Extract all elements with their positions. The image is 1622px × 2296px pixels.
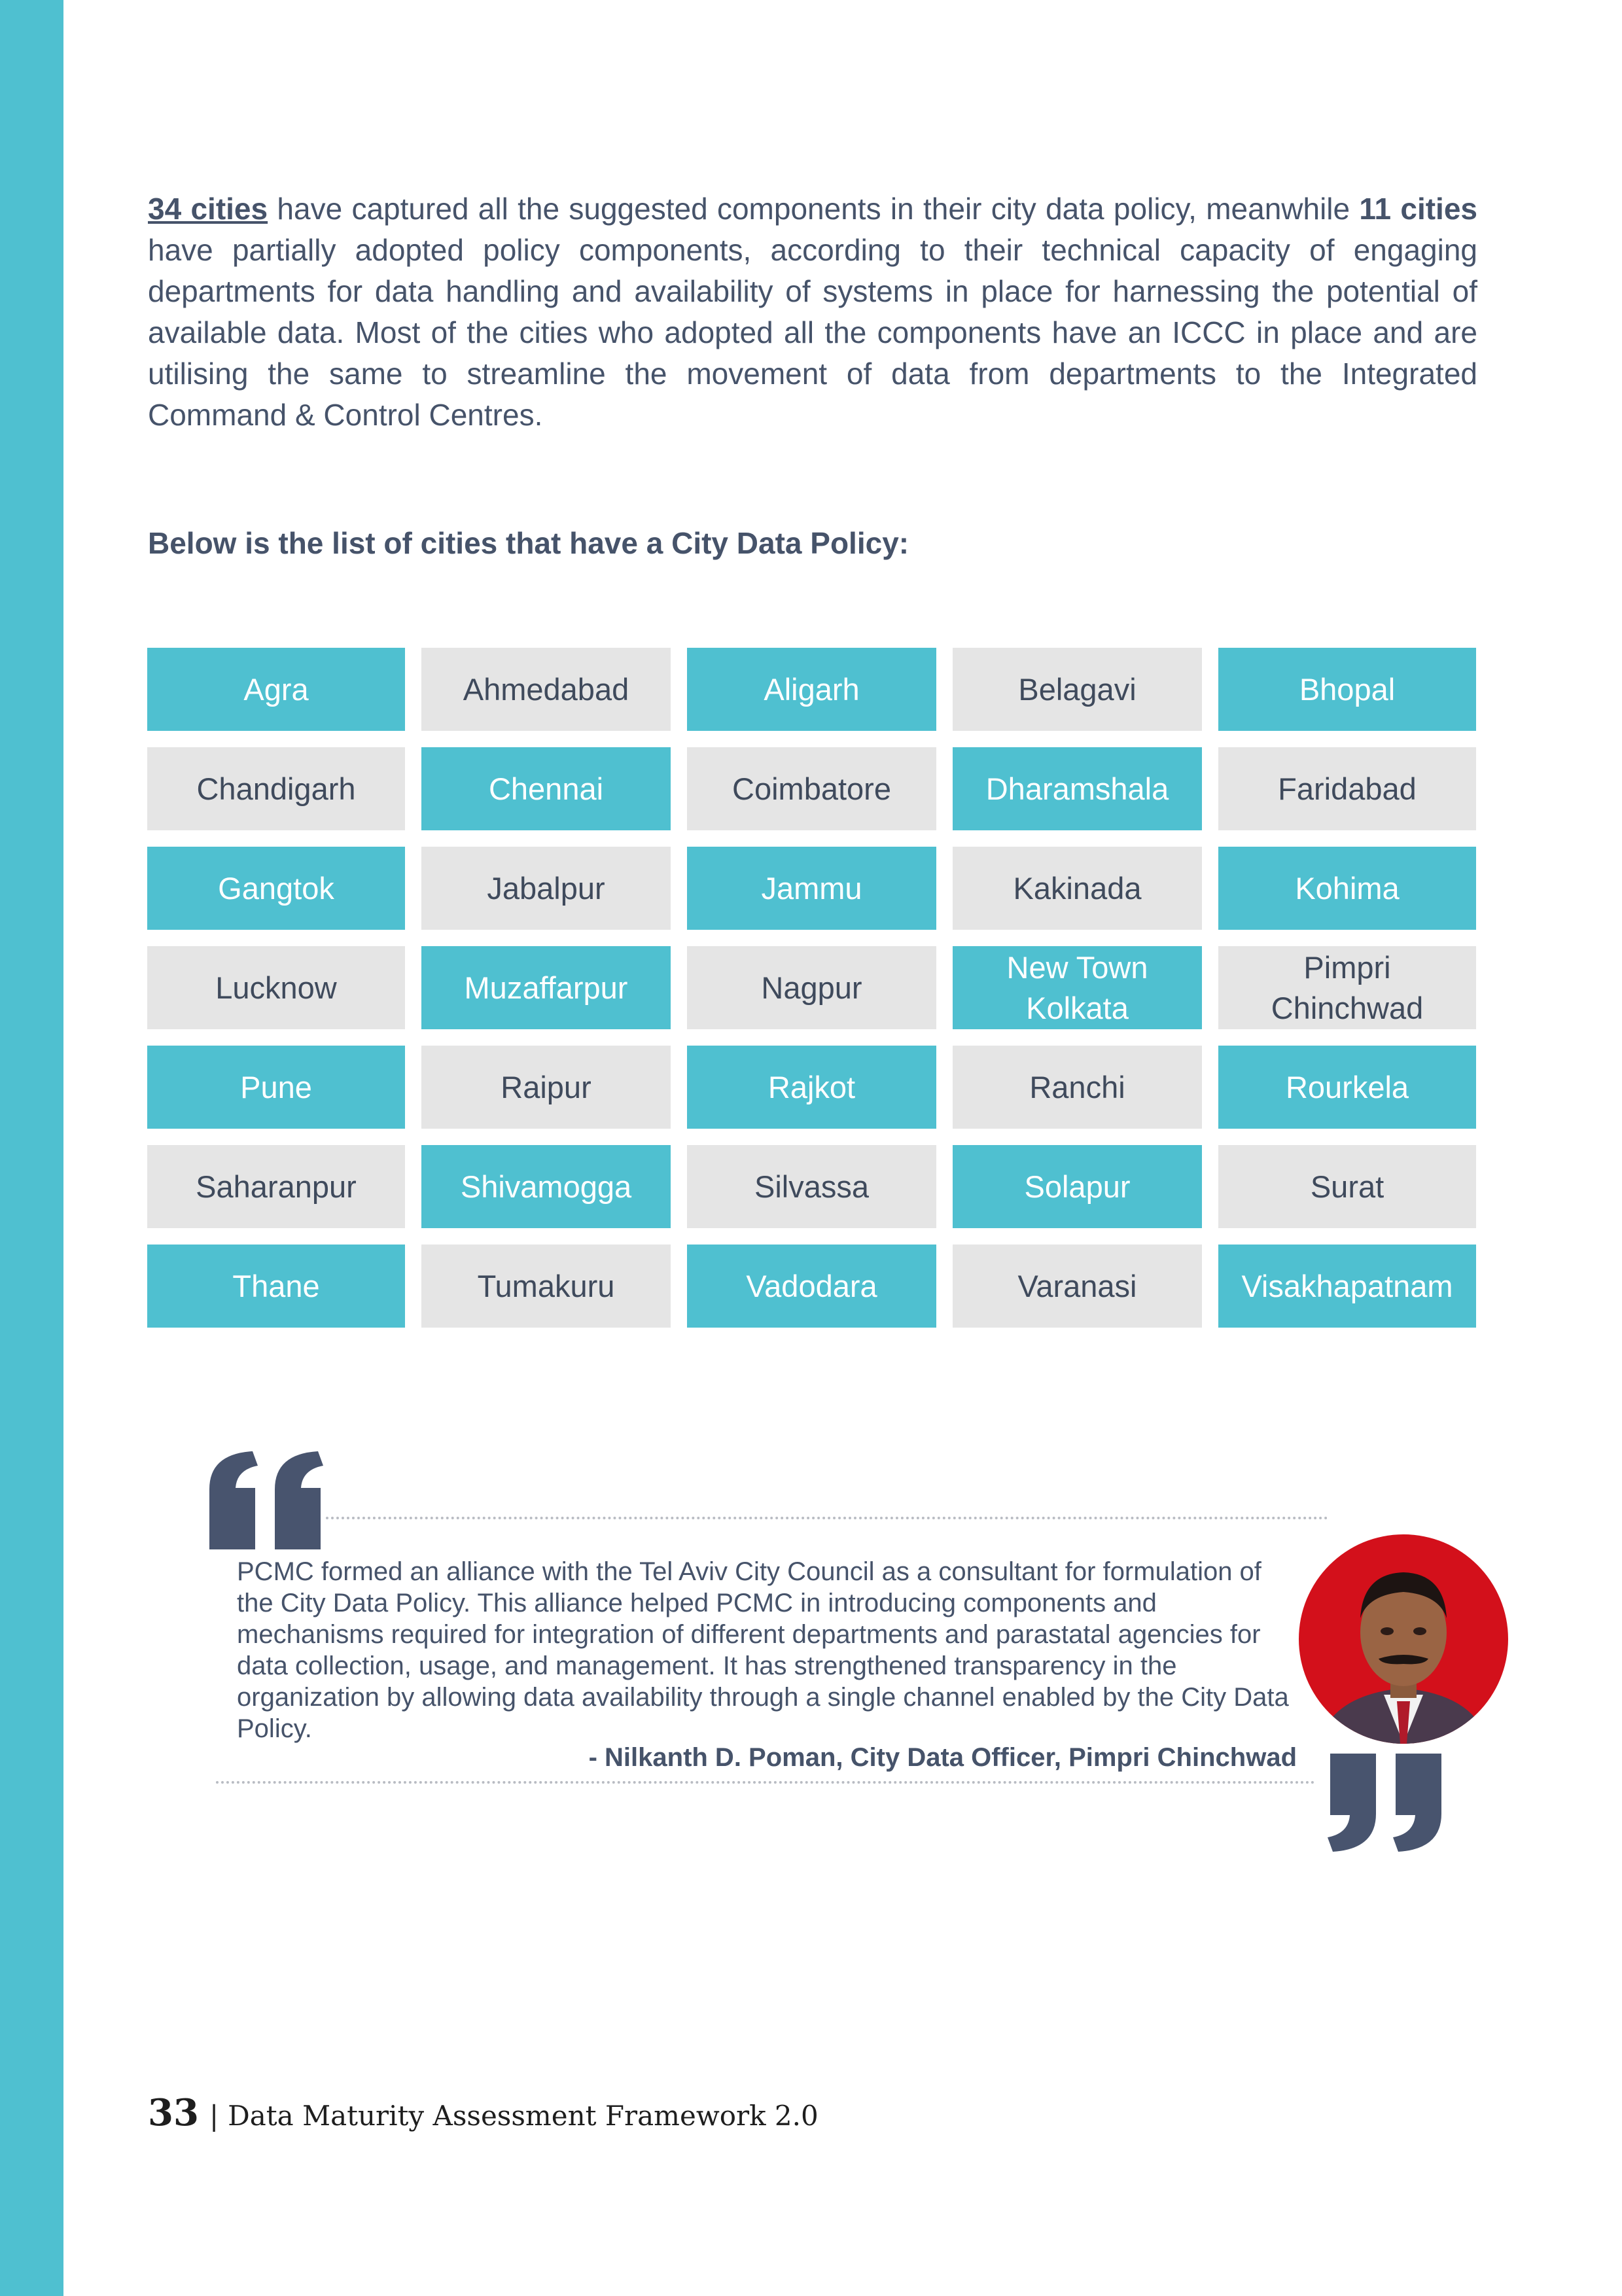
page-number: 33 (148, 2091, 199, 2134)
open-quote-icon (209, 1451, 330, 1549)
city-cell: Surat (1218, 1145, 1476, 1228)
city-cell: Coimbatore (687, 747, 936, 830)
city-cell: Thane (147, 1245, 405, 1328)
city-cell: Dharamshala (953, 747, 1202, 830)
city-cell: Raipur (421, 1046, 671, 1129)
city-cell: Bhopal (1218, 648, 1476, 731)
city-cell: Jabalpur (421, 847, 671, 930)
city-cell: Vadodara (687, 1245, 936, 1328)
city-cell: Saharanpur (147, 1145, 405, 1228)
close-quote-icon (1320, 1754, 1441, 1852)
city-cell: Nagpur (687, 946, 936, 1029)
city-cell: Ranchi (953, 1046, 1202, 1129)
city-cell: Tumakuru (421, 1245, 671, 1328)
city-cell: Agra (147, 648, 405, 731)
quote-author: - Nilkanth D. Poman, City Data Officer, Pimpri Chinchwad (588, 1743, 1297, 1772)
page-footer (148, 2091, 819, 2134)
city-cell: Solapur (953, 1145, 1202, 1228)
city-cell: Rourkela (1218, 1046, 1476, 1129)
author-photo (1299, 1534, 1508, 1744)
city-cell: Belagavi (953, 648, 1202, 731)
footer-title: Data Maturity Assessment Framework 2.0 (228, 2100, 819, 2132)
intro-count-b: 11 cities (1359, 192, 1477, 226)
intro-text-1: have captured all the suggested components in their city data policy, meanwhile (268, 192, 1360, 226)
intro-count-a: 34 cities (148, 192, 268, 226)
footer-separator: | (209, 2100, 219, 2132)
city-cell: Kakinada (953, 847, 1202, 930)
list-heading: Below is the list of cities that have a City Data Policy: (148, 526, 909, 560)
quote-top-divider (326, 1517, 1328, 1519)
intro-paragraph (148, 188, 1477, 436)
city-cell: Chennai (421, 747, 671, 830)
city-cell: Muzaffarpur (421, 946, 671, 1029)
city-cell: Kohima (1218, 847, 1476, 930)
city-cell: Jammu (687, 847, 936, 930)
left-accent-bar (0, 0, 63, 2296)
city-cell: Ahmedabad (421, 648, 671, 731)
city-cell: Chandigarh (147, 747, 405, 830)
city-grid (147, 648, 1477, 1328)
city-cell: Visakhapatnam (1218, 1245, 1476, 1328)
city-cell: Varanasi (953, 1245, 1202, 1328)
city-cell: Pimpri Chinchwad (1218, 946, 1476, 1029)
city-cell: Shivamogga (421, 1145, 671, 1228)
city-cell: Pune (147, 1046, 405, 1129)
quote-text: PCMC formed an alliance with the Tel Aviv City Council as a consultant for formulation of the City Data Policy. This alliance helped PCMC in introducing components and mechanisms required for integration of different departments and parastatal agencies for data collection, usage, and management. It has strengthened transparency in the organization by allowing data availability through a single channel enabled by the City Data Policy. (237, 1557, 1289, 1743)
city-cell: Rajkot (687, 1046, 936, 1129)
city-cell: Gangtok (147, 847, 405, 930)
city-cell: New Town Kolkata (953, 946, 1202, 1029)
city-cell: Faridabad (1218, 747, 1476, 830)
quote-bottom-divider (216, 1781, 1315, 1784)
city-cell: Lucknow (147, 946, 405, 1029)
city-cell: Aligarh (687, 648, 936, 731)
intro-text-2: have partially adopted policy components, according to their technical capacity of engaging departments for data handling and availability of systems in place for harnessing the potential of available data. Most of the cities who adopted all the components have an ICCC in place and are utilising the same to streamline the movement of data from departments to the Integrated Command & Control Centres. (148, 233, 1477, 432)
city-cell: Silvassa (687, 1145, 936, 1228)
